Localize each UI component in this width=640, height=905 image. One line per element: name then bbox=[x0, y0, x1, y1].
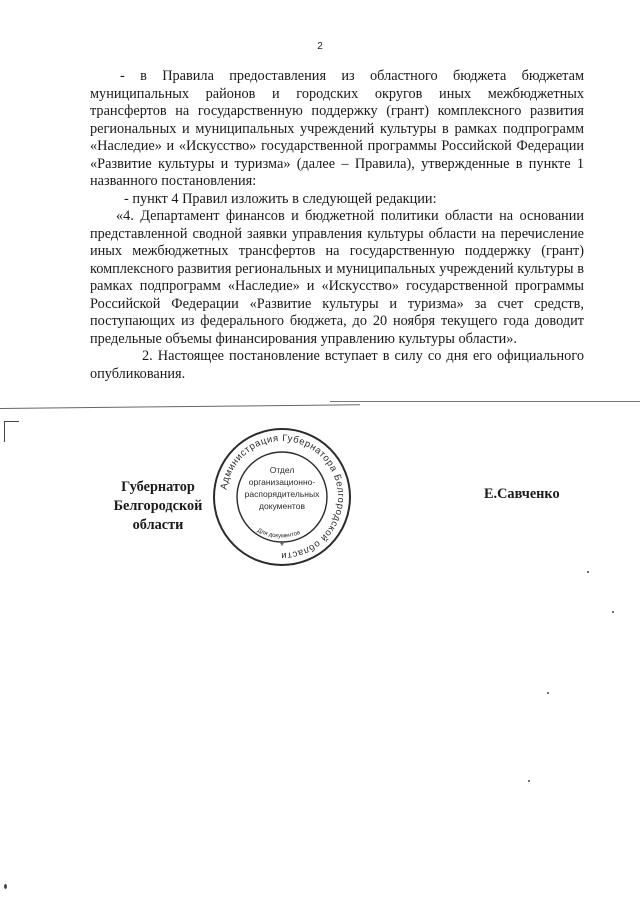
stamp-inner-line: Отдел bbox=[269, 465, 295, 475]
stamp-outer-text: Администрация Губернатора Белгородской области bbox=[218, 432, 347, 562]
corner-mark bbox=[4, 421, 19, 442]
separator-line bbox=[330, 401, 640, 402]
scan-speck bbox=[4, 884, 7, 889]
stamp-inner-line: документов bbox=[259, 501, 305, 511]
paragraph-effective-date: 2. Настоящее постановление вступает в силу со дня его официального опубликования. bbox=[90, 348, 584, 382]
scan-speck bbox=[612, 611, 614, 613]
paragraph-quoted-clause: «4. Департамент финансов и бюджетной политики области на основании представленной сводной заявки управления культуры области на перечисление иных межбюджетных трансфертов на государственную поддержку (грант) комплексного развития региональных и муниципальных учреждений культуры в рамках подпрограмм «Наследие» и «Искусство» государственной программы Российской Федерации «Развитие культуры и туризма» за счет средств, поступающих из федерального бюджета, до 20 ноября текущего года доводит предельные объемы финансирования управлению культуры области». bbox=[90, 208, 584, 347]
signer-position-line: Губернатор bbox=[121, 479, 195, 495]
paragraph-rules-amendment: - в Правила предоставления из областного бюджета бюджетам муниципальных районов и городских округов иных межбюджетных трансфертов на государственную поддержку (грант) комплексного развития региональных и муниципальных учреждений культуры в рамках подпрограмм «Наследие» и «Искусство» государственной программы Российской Федерации «Развитие культуры и туризма» (далее – Правила), утвержденные в пункте 1 названного постановления: bbox=[90, 68, 584, 189]
official-stamp-icon bbox=[210, 425, 354, 569]
scan-speck bbox=[528, 780, 530, 782]
scan-speck bbox=[587, 571, 589, 573]
signer-position-line: Белгородской области bbox=[113, 498, 203, 533]
stamp-star: * bbox=[280, 541, 284, 552]
document-body bbox=[90, 68, 584, 383]
stamp-inner-line: организационно- bbox=[248, 477, 316, 487]
signer-name: Е.Савченко bbox=[484, 486, 560, 502]
stamp-bottom-text: Для документов bbox=[256, 527, 302, 540]
page-number: 2 bbox=[317, 41, 323, 52]
separator-line bbox=[0, 404, 360, 409]
signer-position bbox=[88, 478, 228, 535]
stamp-inner-line: распорядительных bbox=[244, 489, 320, 499]
paragraph-point-4: - пункт 4 Правил изложить в следующей редакции: bbox=[124, 190, 437, 207]
scan-speck bbox=[547, 692, 549, 694]
